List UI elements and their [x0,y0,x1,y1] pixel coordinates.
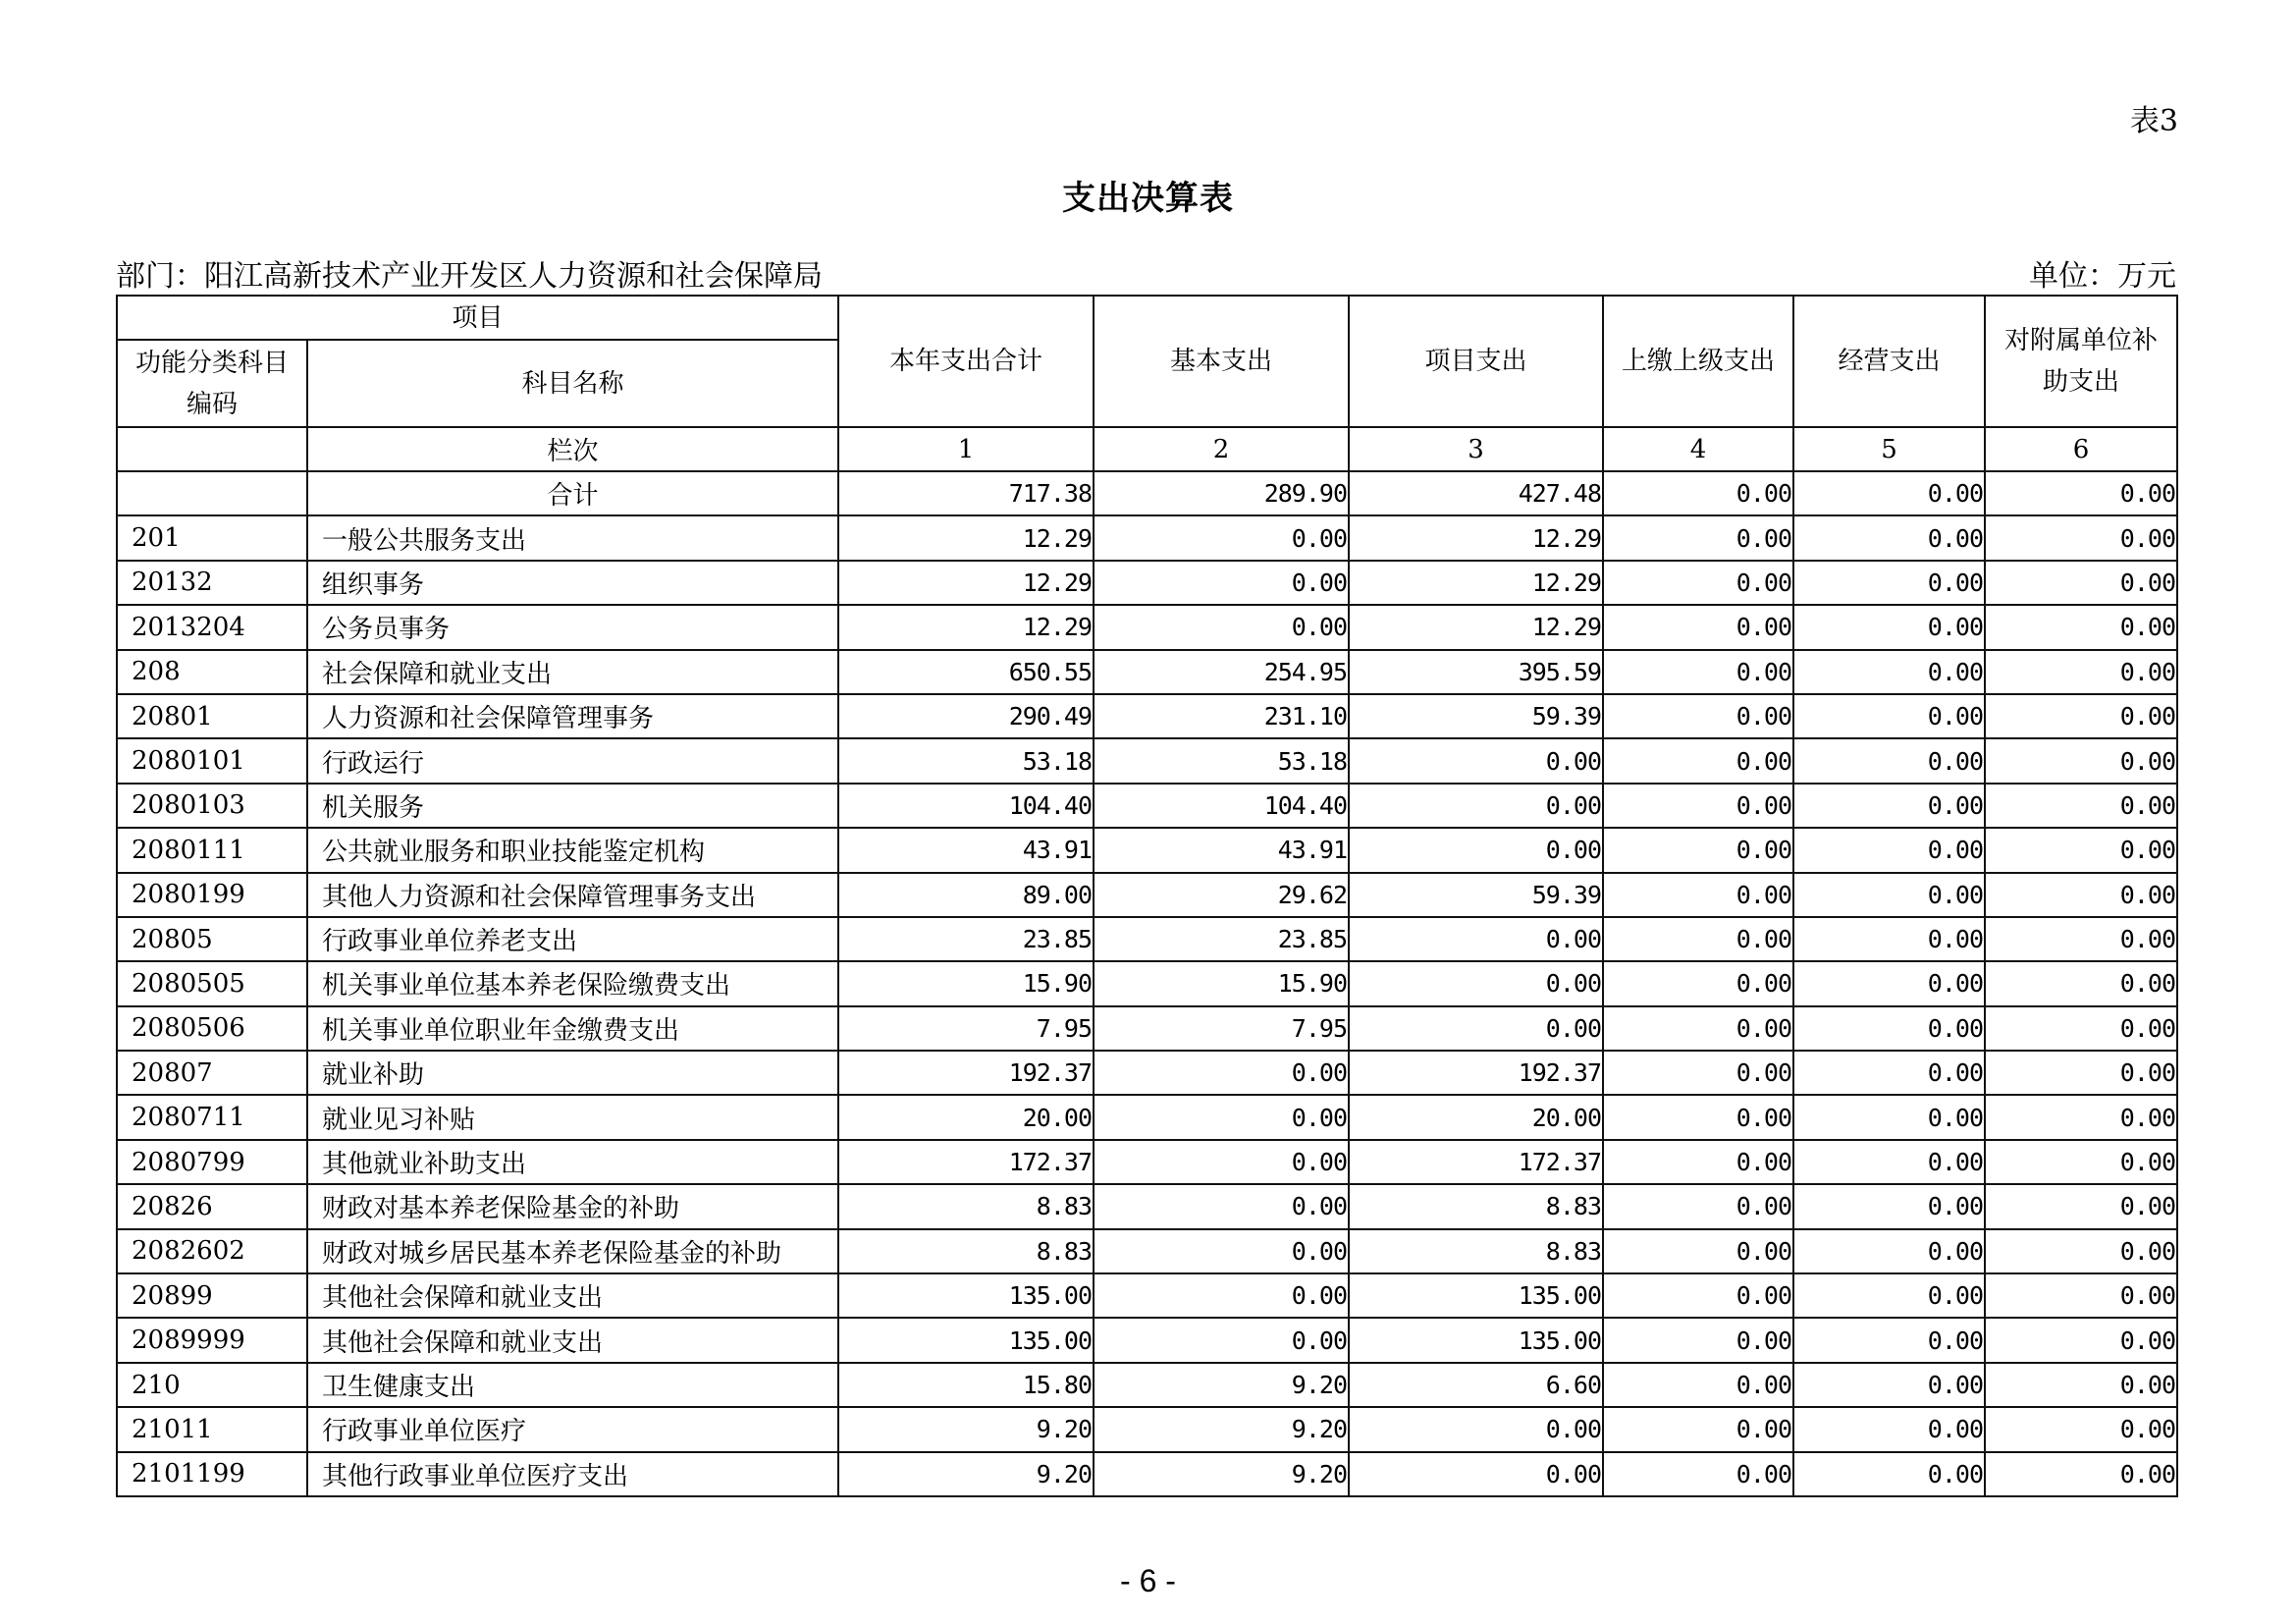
column-number: 2 [1094,427,1349,471]
header-col-2: 基本支出 [1094,296,1349,427]
table-row [117,1229,2177,1273]
row-value: 104.40 [838,784,1094,828]
row-value: 0.00 [1793,1095,1985,1139]
unit-label: 单位：万元 [2029,259,2176,294]
row-value: 231.10 [1094,694,1349,738]
column-number: 4 [1603,427,1793,471]
table-row [117,784,2177,828]
row-value: 104.40 [1094,784,1349,828]
row-value: 0.00 [1349,1006,1603,1051]
row-value: 0.00 [1985,784,2177,828]
row-value: 89.00 [838,873,1094,917]
row-value: 0.00 [1985,561,2177,605]
row-value: 0.00 [1985,1140,2177,1184]
row-value: 0.00 [1793,1051,1985,1095]
row-value: 12.29 [838,561,1094,605]
table-row [117,605,2177,649]
table-row [117,515,2177,560]
row-name: 行政运行 [307,738,838,783]
row-value: 15.90 [1094,961,1349,1005]
row-value: 12.29 [1349,605,1603,649]
row-value: 20.00 [1349,1095,1603,1139]
row-code: 2080111 [117,828,307,872]
total-value: 289.90 [1094,471,1349,515]
row-value: 0.00 [1349,784,1603,828]
row-value: 23.85 [838,917,1094,961]
row-value: 0.00 [1603,605,1793,649]
row-value: 0.00 [1985,828,2177,872]
table-row [117,1051,2177,1095]
row-value: 0.00 [1094,1095,1349,1139]
row-value: 135.00 [838,1318,1094,1362]
page-number: - 6 - [1120,1563,1176,1598]
row-name: 财政对城乡居民基本养老保险基金的补助 [307,1229,838,1273]
total-row [117,471,2177,515]
row-value: 0.00 [1793,917,1985,961]
row-value: 0.00 [1603,694,1793,738]
row-value: 0.00 [1793,515,1985,560]
row-value: 9.20 [838,1407,1094,1451]
total-code [117,471,307,515]
header-col-6: 对附属单位补助支出 [1985,296,2177,427]
row-name: 组织事务 [307,561,838,605]
column-index-label: 栏次 [307,427,838,471]
row-value: 0.00 [1349,1452,1603,1496]
row-value: 0.00 [1094,1229,1349,1273]
table-row [117,561,2177,605]
row-value: 0.00 [1793,1006,1985,1051]
row-value: 7.95 [838,1006,1094,1051]
row-value: 20.00 [838,1095,1094,1139]
row-value: 0.00 [1793,784,1985,828]
row-value: 0.00 [1793,1184,1985,1228]
row-name: 卫生健康支出 [307,1363,838,1407]
row-value: 0.00 [1793,561,1985,605]
department-label: 部门：阳江高新技术产业开发区人力资源和社会保障局 [116,259,823,294]
row-name: 其他人力资源和社会保障管理事务支出 [307,873,838,917]
row-name: 社会保障和就业支出 [307,650,838,694]
column-number: 1 [838,427,1094,471]
row-code: 2089999 [117,1318,307,1362]
row-value: 0.00 [1985,1273,2177,1318]
row-value: 0.00 [1603,1095,1793,1139]
row-value: 12.29 [1349,515,1603,560]
row-code: 2013204 [117,605,307,649]
row-value: 8.83 [1349,1184,1603,1228]
row-code: 20899 [117,1273,307,1318]
row-value: 0.00 [1603,1363,1793,1407]
page-title: 支出决算表 [1062,179,1234,218]
row-value: 192.37 [838,1051,1094,1095]
column-index-row [117,427,2177,471]
total-value: 0.00 [1793,471,1985,515]
row-code: 20132 [117,561,307,605]
total-value: 717.38 [838,471,1094,515]
row-value: 0.00 [1985,605,2177,649]
row-value: 0.00 [1793,1363,1985,1407]
row-value: 0.00 [1094,561,1349,605]
row-value: 0.00 [1793,1140,1985,1184]
column-index-empty [117,427,307,471]
row-value: 192.37 [1349,1051,1603,1095]
table-row [117,1407,2177,1451]
row-value: 0.00 [1603,1006,1793,1051]
table-row [117,1363,2177,1407]
row-value: 135.00 [1349,1273,1603,1318]
row-code: 2082602 [117,1229,307,1273]
header-name: 科目名称 [307,340,838,427]
row-name: 其他社会保障和就业支出 [307,1318,838,1362]
row-value: 29.62 [1094,873,1349,917]
row-value: 9.20 [838,1452,1094,1496]
column-number: 6 [1985,427,2177,471]
row-value: 0.00 [1094,605,1349,649]
row-value: 15.90 [838,961,1094,1005]
table-row [117,1452,2177,1496]
row-value: 0.00 [1985,873,2177,917]
row-value: 0.00 [1985,917,2177,961]
row-code: 210 [117,1363,307,1407]
row-value: 53.18 [1094,738,1349,783]
row-value: 43.91 [1094,828,1349,872]
row-value: 0.00 [1603,917,1793,961]
row-code: 20801 [117,694,307,738]
row-name: 其他就业补助支出 [307,1140,838,1184]
row-value: 0.00 [1603,1184,1793,1228]
row-value: 0.00 [1603,1407,1793,1451]
row-code: 201 [117,515,307,560]
row-value: 23.85 [1094,917,1349,961]
row-value: 0.00 [1793,873,1985,917]
row-value: 59.39 [1349,694,1603,738]
column-number: 5 [1793,427,1985,471]
row-name: 行政事业单位医疗 [307,1407,838,1451]
row-value: 0.00 [1603,961,1793,1005]
row-value: 290.49 [838,694,1094,738]
row-value: 0.00 [1793,961,1985,1005]
header-col-5: 经营支出 [1793,296,1985,427]
row-value: 0.00 [1985,694,2177,738]
row-value: 0.00 [1985,1095,2177,1139]
row-value: 9.20 [1094,1363,1349,1407]
table-row [117,873,2177,917]
table-row [117,1006,2177,1051]
row-code: 208 [117,650,307,694]
row-name: 机关事业单位职业年金缴费支出 [307,1006,838,1051]
row-name: 就业见习补贴 [307,1095,838,1139]
row-value: 254.95 [1094,650,1349,694]
row-code: 2080506 [117,1006,307,1051]
row-code: 2080199 [117,873,307,917]
row-value: 0.00 [1094,1273,1349,1318]
row-value: 395.59 [1349,650,1603,694]
row-code: 2080799 [117,1140,307,1184]
row-value: 0.00 [1603,1452,1793,1496]
header-col-3: 项目支出 [1349,296,1603,427]
row-value: 0.00 [1793,694,1985,738]
row-value: 0.00 [1603,828,1793,872]
row-value: 0.00 [1603,1318,1793,1362]
row-value: 0.00 [1985,1318,2177,1362]
row-value: 0.00 [1349,828,1603,872]
table-row [117,738,2177,783]
table-row [117,694,2177,738]
table-row [117,1273,2177,1318]
table-number: 表3 [2129,104,2178,138]
table-row [117,1184,2177,1228]
row-value: 0.00 [1985,1229,2177,1273]
table-row [117,650,2177,694]
row-value: 0.00 [1603,515,1793,560]
row-value: 0.00 [1793,605,1985,649]
row-name: 财政对基本养老保险基金的补助 [307,1184,838,1228]
expenditure-table [116,295,2178,1497]
row-value: 7.95 [1094,1006,1349,1051]
row-value: 0.00 [1793,1229,1985,1273]
row-name: 公务员事务 [307,605,838,649]
row-value: 0.00 [1603,650,1793,694]
row-name: 其他行政事业单位医疗支出 [307,1452,838,1496]
header-project: 项目 [117,296,838,340]
column-number: 3 [1349,427,1603,471]
row-value: 0.00 [1793,1407,1985,1451]
row-code: 21011 [117,1407,307,1451]
table-row [117,1318,2177,1362]
row-value: 0.00 [1094,1184,1349,1228]
row-value: 0.00 [1094,515,1349,560]
header-col-4: 上缴上级支出 [1603,296,1793,427]
row-value: 172.37 [838,1140,1094,1184]
row-value: 6.60 [1349,1363,1603,1407]
row-value: 0.00 [1603,1273,1793,1318]
row-value: 0.00 [1603,784,1793,828]
row-value: 8.83 [838,1229,1094,1273]
row-value: 0.00 [1603,561,1793,605]
row-value: 0.00 [1603,738,1793,783]
table-row [117,1140,2177,1184]
row-value: 0.00 [1094,1051,1349,1095]
row-value: 0.00 [1349,961,1603,1005]
table-row [117,961,2177,1005]
total-label: 合计 [307,471,838,515]
header-col-1: 本年支出合计 [838,296,1094,427]
row-name: 机关事业单位基本养老保险缴费支出 [307,961,838,1005]
row-value: 0.00 [1985,1452,2177,1496]
row-value: 0.00 [1603,1051,1793,1095]
row-value: 650.55 [838,650,1094,694]
row-value: 0.00 [1985,738,2177,783]
row-code: 20826 [117,1184,307,1228]
row-value: 0.00 [1793,1452,1985,1496]
header-code: 功能分类科目编码 [117,340,307,427]
row-code: 20807 [117,1051,307,1095]
row-value: 0.00 [1793,828,1985,872]
row-value: 0.00 [1985,961,2177,1005]
row-value: 0.00 [1985,515,2177,560]
row-value: 0.00 [1094,1318,1349,1362]
table-row [117,917,2177,961]
row-name: 其他社会保障和就业支出 [307,1273,838,1318]
row-value: 0.00 [1603,1229,1793,1273]
row-value: 12.29 [1349,561,1603,605]
row-value: 0.00 [1603,873,1793,917]
table-row [117,1095,2177,1139]
row-value: 0.00 [1985,1006,2177,1051]
row-value: 0.00 [1349,738,1603,783]
row-value: 0.00 [1985,1051,2177,1095]
row-value: 15.80 [838,1363,1094,1407]
row-value: 172.37 [1349,1140,1603,1184]
row-value: 8.83 [838,1184,1094,1228]
row-code: 2080505 [117,961,307,1005]
row-name: 机关服务 [307,784,838,828]
row-code: 2080101 [117,738,307,783]
row-value: 12.29 [838,515,1094,560]
row-value: 0.00 [1094,1140,1349,1184]
total-value: 427.48 [1349,471,1603,515]
row-value: 0.00 [1985,1184,2177,1228]
row-value: 0.00 [1793,650,1985,694]
row-value: 0.00 [1793,1273,1985,1318]
row-value: 43.91 [838,828,1094,872]
row-value: 9.20 [1094,1452,1349,1496]
row-name: 公共就业服务和职业技能鉴定机构 [307,828,838,872]
row-name: 行政事业单位养老支出 [307,917,838,961]
row-value: 0.00 [1793,738,1985,783]
table-row [117,828,2177,872]
row-code: 2080103 [117,784,307,828]
row-name: 一般公共服务支出 [307,515,838,560]
row-name: 就业补助 [307,1051,838,1095]
row-value: 59.39 [1349,873,1603,917]
row-value: 135.00 [1349,1318,1603,1362]
row-code: 2080711 [117,1095,307,1139]
row-value: 0.00 [1985,650,2177,694]
row-code: 2101199 [117,1452,307,1496]
row-value: 135.00 [838,1273,1094,1318]
row-value: 0.00 [1793,1318,1985,1362]
row-code: 20805 [117,917,307,961]
row-value: 0.00 [1349,917,1603,961]
row-value: 0.00 [1349,1407,1603,1451]
total-value: 0.00 [1985,471,2177,515]
row-value: 0.00 [1603,1140,1793,1184]
row-value: 0.00 [1985,1363,2177,1407]
row-value: 0.00 [1985,1407,2177,1451]
row-value: 12.29 [838,605,1094,649]
total-value: 0.00 [1603,471,1793,515]
row-value: 9.20 [1094,1407,1349,1451]
row-name: 人力资源和社会保障管理事务 [307,694,838,738]
row-value: 53.18 [838,738,1094,783]
row-value: 8.83 [1349,1229,1603,1273]
